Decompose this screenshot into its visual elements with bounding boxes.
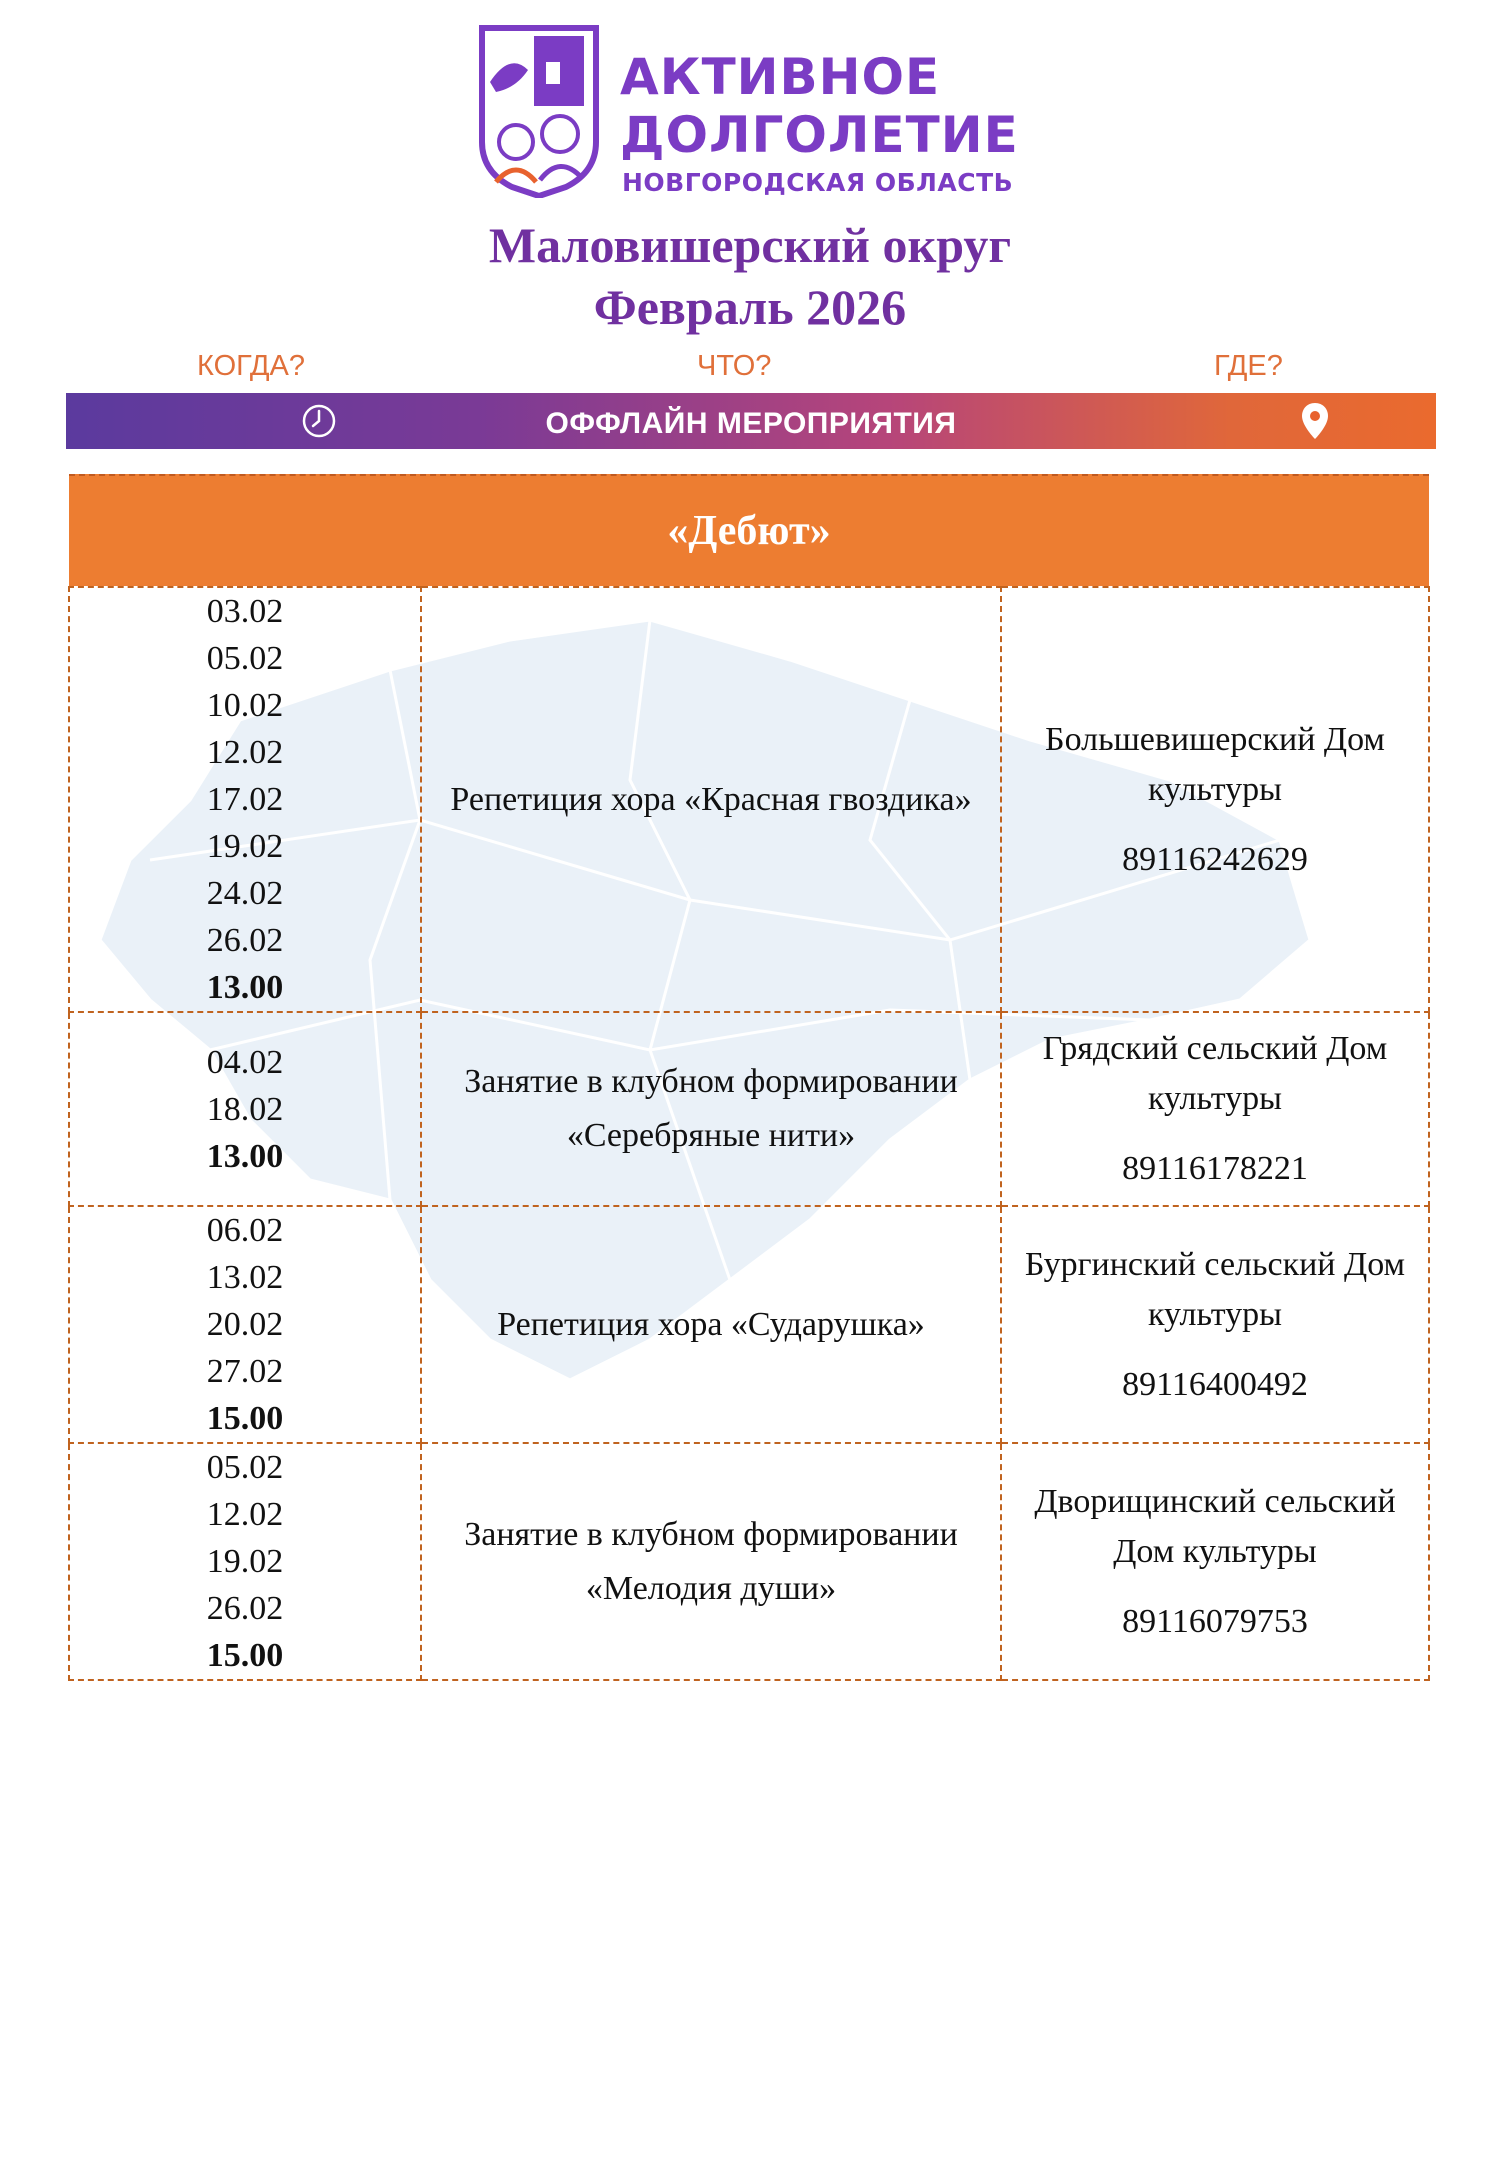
date: 26.02	[206, 1590, 284, 1627]
date: 17.02	[206, 781, 284, 818]
place-cell	[1001, 1012, 1429, 1206]
venue-phone: 89116242629	[1122, 840, 1308, 878]
logo-title-line1: АКТИВНОЕ	[620, 48, 941, 106]
date: 04.02	[206, 1043, 284, 1081]
event-cell	[421, 1012, 1001, 1206]
event-name: Репетиция хора «Сударушка»	[497, 1305, 925, 1343]
what-label: ЧТО?	[697, 350, 772, 382]
date: 20.02	[206, 1306, 284, 1343]
place-cell	[1001, 1443, 1429, 1680]
venue-name: Грядский сельский Дом культуры	[1042, 1030, 1388, 1117]
event-cell	[421, 1206, 1001, 1443]
logo-title-line2: ДОЛГОЛЕТИЕ	[620, 106, 1019, 164]
date: 24.02	[206, 875, 284, 912]
table-row	[69, 587, 1429, 1012]
logo-subtitle: НОВГОРОДСКАЯ ОБЛАСТЬ	[622, 168, 1014, 197]
venue-phone: 89116178221	[1122, 1150, 1308, 1187]
table-row	[69, 1206, 1429, 1443]
date: 05.02	[206, 640, 284, 677]
page-subtitle: Февраль 2026	[593, 279, 907, 335]
where-label: ГДЕ?	[1214, 350, 1283, 382]
section-header	[69, 474, 1429, 586]
place-cell	[1001, 1206, 1429, 1443]
date: 05.02	[206, 1449, 284, 1486]
venue-phone: 89116400492	[1122, 1365, 1308, 1403]
date: 19.02	[206, 1543, 284, 1580]
date: 18.02	[206, 1090, 284, 1128]
venue-name: Бургинский сельский Дом культуры	[1024, 1245, 1406, 1333]
date: 12.02	[206, 734, 284, 771]
date: 12.02	[206, 1496, 284, 1533]
dates-cell	[69, 1206, 421, 1443]
date: 19.02	[206, 828, 284, 865]
venue-name: Большевишерский Дом культуры	[1045, 720, 1385, 808]
event-time: 15.00	[206, 1400, 284, 1437]
dates-cell	[69, 587, 421, 1012]
event-time: 13.00	[206, 1137, 284, 1175]
banner-label: ОФФЛАЙН МЕРОПРИЯТИЯ	[545, 407, 957, 440]
event-time: 13.00	[206, 969, 284, 1006]
offline-events-banner	[66, 393, 1436, 449]
table-row	[69, 1012, 1429, 1206]
page-title: Маловишерский округ	[488, 217, 1012, 273]
table-row	[69, 1443, 1429, 1680]
event-name: Занятие в клубном формировании «Мелодия души»	[464, 1515, 958, 1607]
schedule-table	[68, 586, 1430, 1681]
date: 13.02	[206, 1259, 284, 1296]
dates-cell	[69, 1443, 421, 1680]
location-pin-icon	[1300, 401, 1330, 441]
date: 26.02	[206, 922, 284, 959]
logo-emblem-icon	[476, 22, 602, 198]
date: 03.02	[206, 593, 284, 630]
event-time: 15.00	[206, 1637, 284, 1674]
place-cell	[1001, 587, 1429, 1012]
when-label: КОГДА?	[197, 350, 305, 382]
section-title: «Дебют»	[667, 508, 831, 554]
event-cell	[421, 587, 1001, 1012]
event-name: Репетиция хора «Красная гвоздика»	[450, 780, 972, 818]
date: 06.02	[206, 1212, 284, 1249]
dates-cell	[69, 1012, 421, 1206]
event-name: Занятие в клубном формировании «Серебряные нити»	[464, 1063, 958, 1154]
venue-phone: 89116079753	[1122, 1602, 1308, 1640]
date: 10.02	[206, 687, 284, 724]
event-cell	[421, 1443, 1001, 1680]
venue-name: Дворищинский сельский Дом культуры	[1034, 1482, 1396, 1570]
date: 27.02	[206, 1353, 284, 1390]
logo	[476, 22, 1036, 202]
